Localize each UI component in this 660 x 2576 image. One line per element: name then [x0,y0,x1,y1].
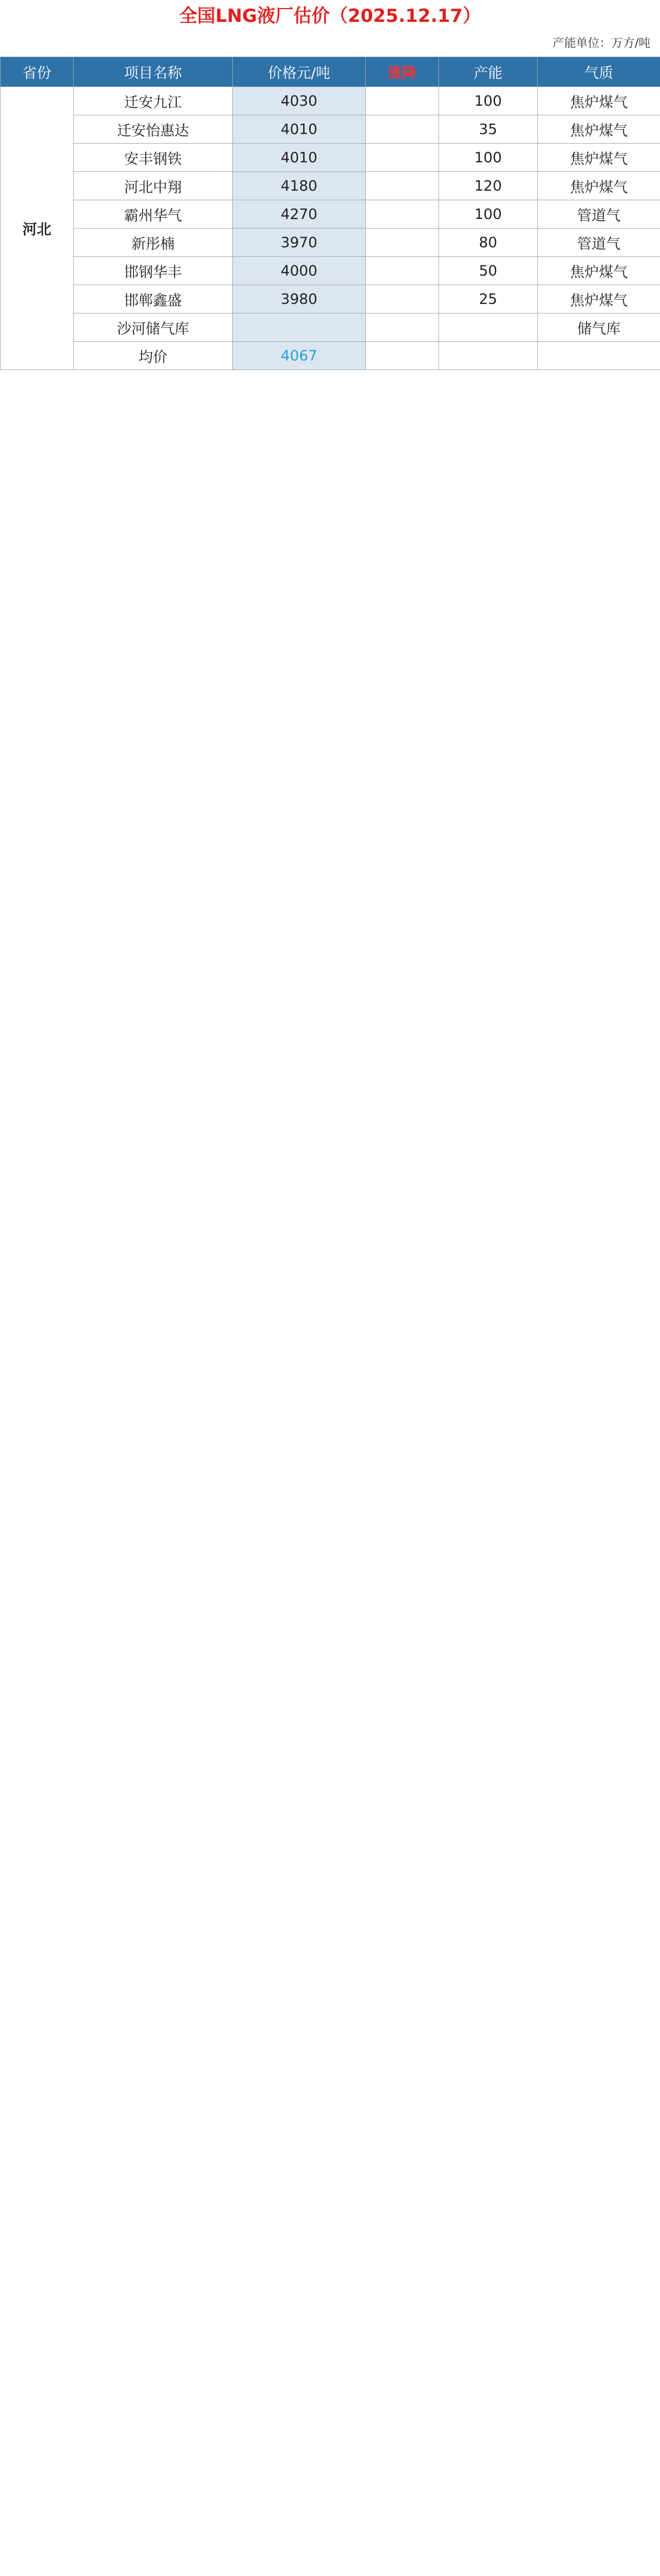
header-project: 项目名称 [74,57,233,87]
capacity-cell: 50 [439,257,538,285]
table-row [1,115,660,144]
unit-note: 产能单位：万方/吨 [552,37,650,50]
project-cell: 迁安九江 [74,87,233,115]
change-cell [366,342,439,370]
project-cell: 霸州华气 [74,200,233,229]
table-row [1,285,660,313]
header-change: 涨降 [366,57,439,87]
table-row [1,229,660,257]
header-row [1,57,660,87]
change-cell [366,229,439,257]
change-cell [366,172,439,200]
change-cell [366,115,439,144]
average-row [1,342,660,370]
project-cell: 迁安怡惠达 [74,115,233,144]
table-row [1,313,660,342]
price-cell: 3970 [233,229,366,257]
change-cell [366,285,439,313]
capacity-cell: 100 [439,200,538,229]
price-cell: 4000 [233,257,366,285]
capacity-cell: 35 [439,115,538,144]
price-cell: 4010 [233,115,366,144]
price-table [0,57,660,370]
capacity-cell: 100 [439,144,538,172]
capacity-cell: 120 [439,172,538,200]
change-cell [366,144,439,172]
gas-cell: 焦炉煤气 [538,172,660,200]
header-capacity: 产能 [439,57,538,87]
capacity-cell [439,313,538,342]
gas-cell: 焦炉煤气 [538,257,660,285]
gas-cell: 焦炉煤气 [538,115,660,144]
gas-cell: 管道气 [538,229,660,257]
header-gas: 气质 [538,57,660,87]
gas-cell [538,342,660,370]
table-row [1,87,660,115]
capacity-cell: 80 [439,229,538,257]
average-label: 均价 [74,342,233,370]
table-row [1,172,660,200]
gas-cell: 储气库 [538,313,660,342]
province-cell: 河北 [1,87,74,370]
project-cell: 新彤楠 [74,229,233,257]
price-cell: 4180 [233,172,366,200]
project-cell: 安丰钢铁 [74,144,233,172]
capacity-cell: 25 [439,285,538,313]
page-title: 全国LNG液厂估价（2025.12.17） [179,5,481,27]
change-cell [366,257,439,285]
gas-cell: 焦炉煤气 [538,87,660,115]
gas-cell: 焦炉煤气 [538,285,660,313]
header-price: 价格元/吨 [233,57,366,87]
project-cell: 沙河储气库 [74,313,233,342]
average-price: 4067 [233,342,366,370]
change-cell [366,313,439,342]
project-cell: 邯郸鑫盛 [74,285,233,313]
project-cell: 邯钢华丰 [74,257,233,285]
project-cell: 河北中翔 [74,172,233,200]
price-cell: 4270 [233,200,366,229]
table-row [1,144,660,172]
change-cell [366,200,439,229]
header-province: 省份 [1,57,74,87]
price-cell: 4030 [233,87,366,115]
table-row [1,257,660,285]
capacity-cell: 100 [439,87,538,115]
gas-cell: 焦炉煤气 [538,144,660,172]
table-row [1,200,660,229]
change-cell [366,87,439,115]
price-cell [233,313,366,342]
gas-cell: 管道气 [538,200,660,229]
capacity-cell [439,342,538,370]
price-cell: 4010 [233,144,366,172]
price-cell: 3980 [233,285,366,313]
